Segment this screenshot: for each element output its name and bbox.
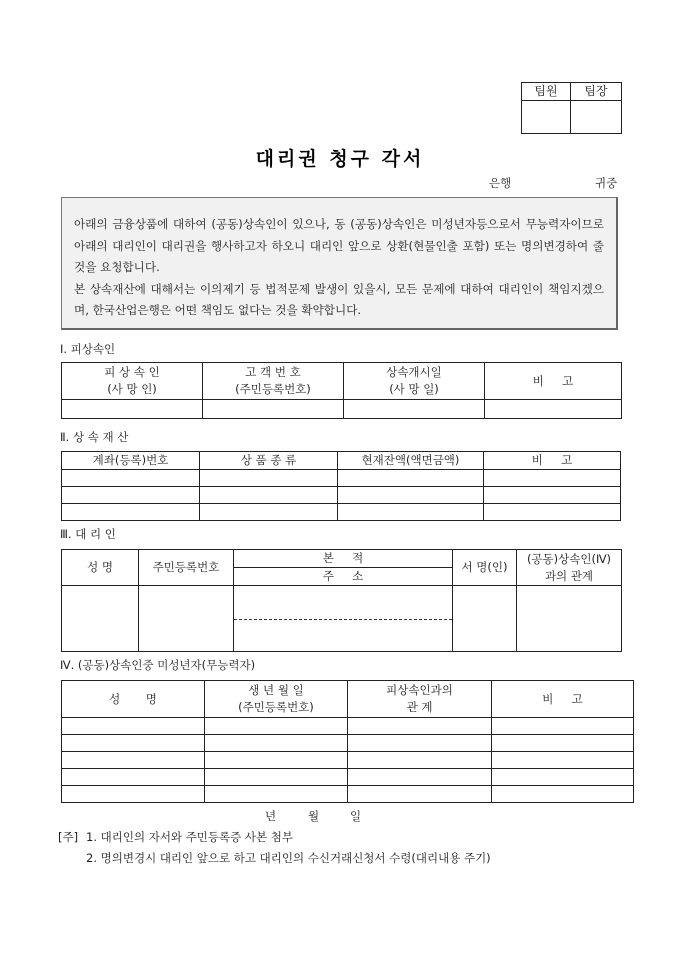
note-item-1: 1. 대리인의 자서와 주민등록증 사본 첨부 (86, 830, 293, 844)
section-4-label: Ⅳ. (공동)상속인중 미성년자(무능력자) (60, 658, 256, 672)
section-1-label: Ⅰ. 피상속인 (60, 342, 116, 356)
table-row (62, 718, 634, 735)
header-remarks: 비 고 (492, 681, 634, 718)
header-relation-to-decedent: 피상속인과의 관 계 (348, 681, 492, 718)
date-month: 월 (308, 809, 320, 823)
header-name: 성 명 (62, 681, 205, 718)
table-header-row (62, 550, 622, 568)
approval-sign-leader[interactable] (571, 101, 622, 134)
remarks-cell[interactable] (492, 718, 634, 735)
date-day: 일 (350, 809, 362, 823)
agent-domicile-address-cell[interactable] (234, 586, 453, 652)
notice-paragraph-2: 본 상속재산에 대해서는 이의제기 등 법적문제 발생이 있을시, 모든 문제에 대하여 대리인이 책임지겠으며, 한국산업은행은 어떤 책임도 없다는 것을 확약합니다. (74, 281, 604, 317)
header-relation: (공동)상속인(Ⅳ) 과의 관계 (517, 550, 622, 586)
agent-resident-number-cell[interactable] (139, 586, 234, 652)
note-item-2: 2. 명의변경시 대리인 앞으로 하고 대리인의 수신거래신청서 수령(대리내용 주기) (86, 851, 491, 865)
table-row (62, 752, 634, 769)
table-row (62, 400, 622, 419)
approval-sign-member[interactable] (522, 101, 571, 134)
agent-table (61, 549, 622, 652)
name-cell[interactable] (62, 769, 205, 786)
table-row (62, 586, 622, 652)
account-cell[interactable] (62, 504, 200, 521)
balance-cell[interactable] (338, 487, 484, 504)
remarks-cell[interactable] (484, 504, 621, 521)
date-year: 년 (265, 809, 277, 823)
birth-date-cell[interactable] (205, 769, 348, 786)
minor-heirs-table (61, 680, 634, 803)
table-header-row (62, 452, 621, 470)
header-inheritance-start-date: 상속개시일 (사 망 일) (344, 363, 485, 400)
table-row (62, 786, 634, 803)
dashed-divider (234, 619, 452, 620)
relation-cell[interactable] (348, 735, 492, 752)
birth-date-cell[interactable] (205, 718, 348, 735)
agent-relation-cell[interactable] (517, 586, 622, 652)
table-row (62, 487, 621, 504)
header-remarks: 비 고 (484, 452, 621, 470)
remarks-cell[interactable] (484, 487, 621, 504)
header-customer-number: 고 객 번 호 (주민등록번호) (203, 363, 344, 400)
header-decedent: 피 상 속 인 (사 망 인) (62, 363, 203, 400)
header-address: 주 소 (234, 568, 453, 586)
table-header-row (62, 363, 622, 400)
remarks-cell[interactable] (492, 735, 634, 752)
header-account-number: 계좌(등록)번호 (62, 452, 200, 470)
account-cell[interactable] (62, 470, 200, 487)
table-row (62, 470, 621, 487)
remarks-cell[interactable] (492, 769, 634, 786)
table-row (62, 735, 634, 752)
section-3-label: Ⅲ. 대 리 인 (60, 527, 116, 541)
agent-name-cell[interactable] (62, 586, 139, 652)
remarks-cell[interactable] (492, 786, 634, 803)
remarks-cell[interactable] (484, 470, 621, 487)
section-2-label: Ⅱ. 상 속 재 산 (60, 430, 129, 444)
name-cell[interactable] (62, 735, 205, 752)
approval-header-member: 팀원 (522, 83, 571, 101)
header-resident-number: 주민등록번호 (139, 550, 234, 586)
relation-cell[interactable] (348, 769, 492, 786)
header-domicile: 본 적 (234, 550, 453, 568)
notice-box (61, 197, 618, 330)
table-header-row (62, 681, 634, 718)
header-remarks: 비 고 (485, 363, 622, 400)
product-cell[interactable] (200, 504, 338, 521)
relation-cell[interactable] (348, 718, 492, 735)
name-cell[interactable] (62, 752, 205, 769)
start-date-cell[interactable] (344, 400, 485, 419)
birth-date-cell[interactable] (205, 735, 348, 752)
decedent-table (61, 362, 622, 419)
relation-cell[interactable] (348, 786, 492, 803)
balance-cell[interactable] (338, 504, 484, 521)
recipient-label: 귀중 (595, 176, 618, 190)
decedent-name-cell[interactable] (62, 400, 203, 419)
table-row (62, 769, 634, 786)
header-birth-date: 생 년 월 일 (주민등록번호) (205, 681, 348, 718)
page-title: 대리권 청구 각서 (255, 148, 425, 170)
balance-cell[interactable] (338, 470, 484, 487)
header-current-balance: 현재잔액(액면금액) (338, 452, 484, 470)
table-row (62, 504, 621, 521)
remarks-cell[interactable] (492, 752, 634, 769)
name-cell[interactable] (62, 786, 205, 803)
header-product-type: 상 품 종 류 (200, 452, 338, 470)
estate-table (61, 451, 621, 521)
birth-date-cell[interactable] (205, 786, 348, 803)
relation-cell[interactable] (348, 752, 492, 769)
product-cell[interactable] (200, 487, 338, 504)
name-cell[interactable] (62, 718, 205, 735)
customer-number-cell[interactable] (203, 400, 344, 419)
approval-header-leader: 팀장 (571, 83, 622, 101)
birth-date-cell[interactable] (205, 752, 348, 769)
notice-paragraph-1: 아래의 금융상품에 대하여 (공동)상속인이 있으나, 동 (공동)상속인은 미성년자등으로서 무능력자이므로 아래의 대리인이 대리권을 행사하고자 하오니 대리인 앞으로 상환(현물인출 포함) 또는 명의변경하여 줄 것을 요청합니다. (74, 217, 604, 274)
approval-box (521, 82, 622, 134)
remarks-cell[interactable] (485, 400, 622, 419)
account-cell[interactable] (62, 487, 200, 504)
header-name: 성 명 (62, 550, 139, 586)
agent-signature-cell[interactable] (453, 586, 517, 652)
notes-prefix: [주] (58, 830, 79, 844)
product-cell[interactable] (200, 470, 338, 487)
header-signature: 서 명(인) (453, 550, 517, 586)
bank-label: 은행 (489, 176, 512, 190)
